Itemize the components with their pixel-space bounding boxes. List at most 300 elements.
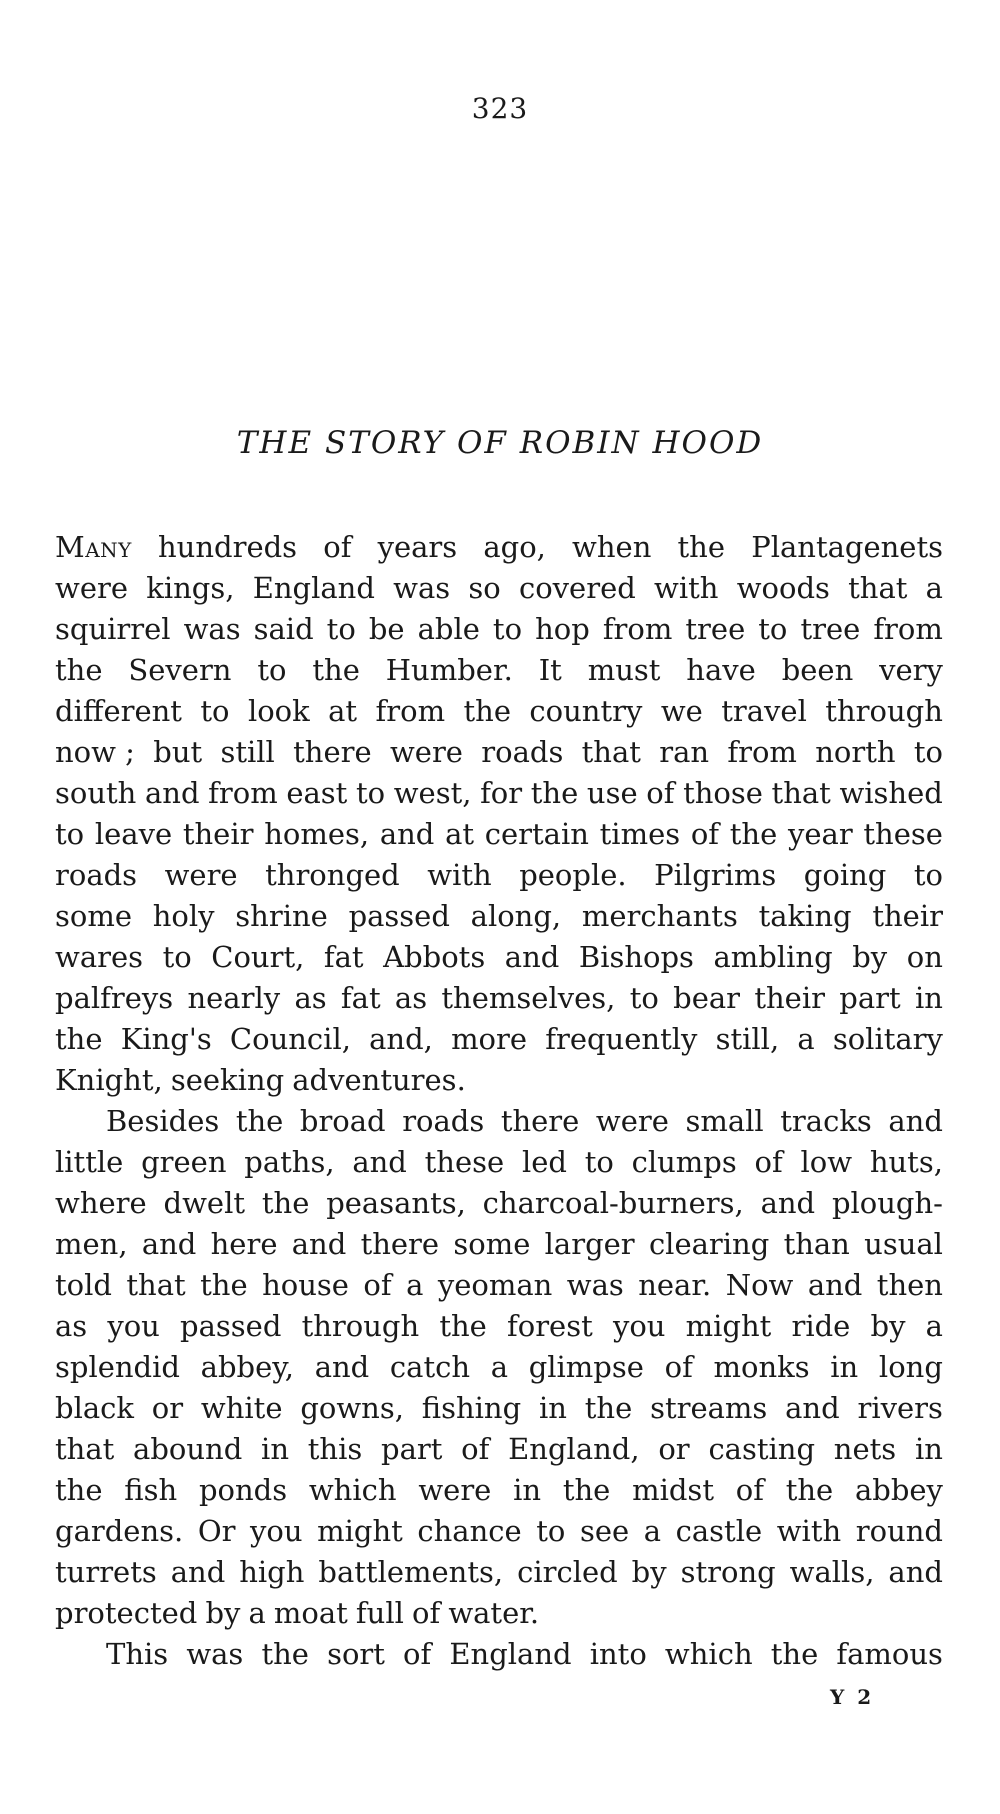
word: King's — [120, 1022, 212, 1056]
word: through — [301, 1309, 420, 1343]
text-line — [55, 691, 943, 732]
word: of — [363, 1268, 392, 1302]
word: the — [235, 1104, 284, 1138]
word: those — [683, 776, 763, 810]
word: green — [141, 1145, 227, 1179]
word: at — [445, 817, 475, 851]
word: in — [261, 1432, 289, 1466]
word: covered — [518, 571, 636, 605]
word: and — [888, 1555, 943, 1589]
word: small — [685, 1104, 764, 1138]
word: from — [727, 735, 797, 769]
word: by — [205, 1596, 241, 1630]
word: said — [253, 612, 314, 646]
word: to — [536, 1514, 566, 1548]
word: passed — [180, 1309, 282, 1343]
word: England, — [508, 1432, 640, 1466]
word: this — [307, 1432, 363, 1466]
text-line — [55, 896, 943, 937]
word: paths, — [244, 1145, 335, 1179]
word: the — [562, 1473, 611, 1507]
word: of — [664, 1350, 693, 1384]
word: chance — [417, 1514, 522, 1548]
word: was — [393, 571, 451, 605]
word: full — [355, 1596, 404, 1630]
word: more — [451, 1022, 528, 1056]
word: by — [852, 940, 888, 974]
word: Plantagenets — [751, 530, 943, 564]
word: England — [252, 571, 375, 605]
word: protected — [55, 1596, 198, 1630]
word: certain — [484, 817, 589, 851]
word: streams — [650, 1391, 768, 1425]
word: that — [126, 1268, 186, 1302]
word: were — [164, 858, 238, 892]
word: of — [403, 1637, 432, 1671]
word: we — [660, 694, 703, 728]
word: there — [360, 1227, 440, 1261]
word: charcoal-burners, — [482, 1186, 744, 1220]
word: from — [602, 612, 673, 646]
word: as — [55, 1309, 88, 1343]
word: white — [200, 1391, 283, 1425]
word: house — [262, 1268, 349, 1302]
word: Bishops — [578, 940, 694, 974]
text-line — [55, 1060, 943, 1101]
word: of — [412, 1596, 441, 1630]
text-line — [55, 1634, 943, 1675]
word: the — [770, 1637, 819, 1671]
word: at — [328, 694, 358, 728]
word: the — [677, 530, 726, 564]
word: of — [646, 776, 675, 810]
signature-mark: Y 2 — [830, 1685, 875, 1709]
word: roads — [55, 858, 138, 892]
word: solitary — [832, 1022, 943, 1056]
word: was — [183, 612, 241, 646]
word: might — [317, 1514, 403, 1548]
word: from — [375, 694, 446, 728]
word: near. — [638, 1268, 712, 1302]
word: wished — [839, 776, 943, 810]
word: taking — [758, 899, 852, 933]
word: castle — [675, 1514, 763, 1548]
word: still, — [715, 1022, 780, 1056]
word: the — [261, 1186, 310, 1220]
word: north — [815, 735, 896, 769]
word: with — [654, 571, 719, 605]
word: the — [55, 653, 103, 687]
word: year — [787, 817, 853, 851]
word: to — [200, 694, 230, 728]
word: still — [220, 735, 275, 769]
word: palfreys — [55, 981, 174, 1015]
word: to — [629, 981, 659, 1015]
word: England — [449, 1637, 572, 1671]
word: to — [55, 817, 85, 851]
word: the — [463, 694, 511, 728]
word: their — [754, 981, 825, 1015]
word: was — [566, 1268, 624, 1302]
word: a — [643, 1514, 662, 1548]
word: to — [758, 612, 788, 646]
word: by — [870, 1309, 906, 1343]
word: fat — [340, 981, 381, 1015]
word: fish — [124, 1473, 178, 1507]
word: on — [906, 940, 943, 974]
word: walls, — [789, 1555, 875, 1589]
word: Court, — [211, 940, 305, 974]
text-line — [55, 1142, 943, 1183]
word: of — [461, 1432, 490, 1466]
word: might — [685, 1309, 772, 1343]
word: the — [200, 1268, 248, 1302]
word: frequently — [545, 1022, 698, 1056]
word: and — [504, 940, 560, 974]
word: so — [468, 571, 501, 605]
word: seeking — [170, 1063, 285, 1097]
text-line — [55, 814, 943, 855]
word: forest — [507, 1309, 593, 1343]
word: turrets — [55, 1555, 157, 1589]
word: into — [589, 1637, 647, 1671]
word: to — [913, 858, 943, 892]
word: rivers — [857, 1391, 943, 1425]
word: were — [418, 1473, 492, 1507]
word: or — [658, 1432, 690, 1466]
text-line — [55, 609, 943, 650]
word: in — [914, 981, 943, 1015]
word: that — [771, 776, 831, 810]
word: This — [106, 1637, 169, 1671]
word: tree — [685, 612, 746, 646]
word: be — [368, 612, 405, 646]
word: It — [538, 653, 562, 687]
word: west, — [393, 776, 472, 810]
word: woods — [736, 571, 830, 605]
word: hundreds — [158, 530, 298, 564]
word: when — [572, 530, 652, 564]
word: black — [55, 1391, 134, 1425]
word: that — [848, 571, 908, 605]
word: tree — [800, 612, 861, 646]
text-line — [55, 1183, 943, 1224]
word: were — [389, 735, 463, 769]
word: you — [107, 1309, 160, 1343]
page-number: 323 — [471, 92, 529, 125]
word: ride — [791, 1309, 851, 1343]
word: from — [208, 776, 278, 810]
text-line — [55, 527, 943, 568]
word: a — [925, 1309, 943, 1343]
word: battlements, — [318, 1555, 504, 1589]
text-line — [55, 1429, 943, 1470]
word: adventures. — [292, 1063, 466, 1097]
body-text — [55, 527, 943, 1675]
word: famous — [836, 1637, 943, 1671]
word: which — [664, 1637, 753, 1671]
text-line — [55, 732, 943, 773]
word: midst — [632, 1473, 714, 1507]
word: the — [55, 1473, 103, 1507]
word: of — [323, 530, 352, 564]
word: by — [631, 1555, 667, 1589]
word: monks — [713, 1350, 810, 1384]
word: dwelt — [163, 1186, 246, 1220]
word: and — [760, 1186, 816, 1220]
word: a — [248, 1596, 266, 1630]
word: you — [612, 1309, 666, 1343]
word: as — [294, 981, 327, 1015]
word: part — [839, 981, 901, 1015]
text-line — [55, 1101, 943, 1142]
word: of — [754, 1145, 783, 1179]
word: and — [314, 1350, 370, 1384]
word: Council, — [229, 1022, 351, 1056]
word: very — [879, 653, 943, 687]
word: from — [873, 612, 943, 646]
word: roads — [481, 735, 564, 769]
word: their — [182, 817, 254, 851]
word: the — [584, 1391, 633, 1425]
word: and — [291, 1227, 347, 1261]
text-line — [55, 568, 943, 609]
word: were — [55, 571, 129, 605]
word: these — [424, 1145, 505, 1179]
word: long — [878, 1350, 943, 1384]
word: ponds — [198, 1473, 288, 1507]
word: gardens. — [55, 1514, 184, 1548]
word: tracks — [780, 1104, 872, 1138]
word: holy — [152, 899, 215, 933]
word: leave — [94, 817, 173, 851]
word: in — [538, 1391, 567, 1425]
word: hop — [535, 612, 590, 646]
word: people. — [519, 858, 627, 892]
word: fishing — [421, 1391, 522, 1425]
word: usual — [864, 1227, 943, 1261]
word: the — [530, 776, 579, 810]
word: have — [686, 653, 756, 687]
word: here — [210, 1227, 278, 1261]
text-line — [55, 855, 943, 896]
word: to — [326, 612, 356, 646]
text-line — [55, 1593, 943, 1634]
word: use — [586, 776, 638, 810]
word: merchants — [581, 899, 738, 933]
word: then — [876, 1268, 943, 1302]
word: through — [825, 694, 943, 728]
text-line — [55, 1265, 943, 1306]
word: now ; — [55, 735, 135, 769]
word: thronged — [265, 858, 400, 892]
word: Severn — [128, 653, 232, 687]
word: than — [783, 1227, 850, 1261]
word: able — [417, 612, 480, 646]
word: glimpse — [528, 1350, 644, 1384]
word: been — [781, 653, 854, 687]
word: in — [830, 1350, 859, 1384]
word: to — [257, 653, 287, 687]
word: and — [170, 1555, 226, 1589]
word: little — [55, 1145, 124, 1179]
word: low — [800, 1145, 853, 1179]
word: yeoman — [437, 1268, 553, 1302]
word: the — [312, 653, 360, 687]
word: led — [521, 1145, 567, 1179]
word: which — [308, 1473, 397, 1507]
word: of — [690, 817, 720, 851]
word: years — [377, 530, 458, 564]
word: clumps — [631, 1145, 737, 1179]
word: was — [186, 1637, 244, 1671]
text-line — [55, 1470, 943, 1511]
word: to — [162, 940, 192, 974]
word: east — [286, 776, 348, 810]
word: water. — [448, 1596, 540, 1630]
word: wares — [55, 940, 144, 974]
word: roads — [402, 1104, 485, 1138]
word: with — [776, 1514, 842, 1548]
word: along, — [470, 899, 562, 933]
word: with — [427, 858, 492, 892]
word: that — [55, 1432, 115, 1466]
word: a — [490, 1350, 508, 1384]
word: to — [355, 776, 386, 810]
word: Knight, — [55, 1063, 163, 1097]
word: and — [379, 817, 435, 851]
word: country — [529, 694, 643, 728]
word: the — [439, 1309, 487, 1343]
word: squirrel — [55, 612, 171, 646]
word: catch — [389, 1350, 471, 1384]
text-line — [55, 650, 943, 691]
word: kings, — [146, 571, 235, 605]
word: clearing — [648, 1227, 770, 1261]
word: or — [151, 1391, 184, 1425]
word: and — [888, 1104, 943, 1138]
word: moat — [273, 1596, 348, 1630]
word: plough- — [831, 1186, 943, 1220]
word: Or — [197, 1514, 236, 1548]
word: ambling — [713, 940, 833, 974]
word: peasants, — [326, 1186, 466, 1220]
word: and — [141, 1227, 197, 1261]
word: ran — [659, 735, 710, 769]
word: these — [863, 817, 943, 851]
word: splendid — [55, 1350, 180, 1384]
word: sort — [327, 1637, 385, 1671]
word: shrine — [235, 899, 328, 933]
word: in — [914, 1432, 943, 1466]
word: Abbots — [383, 940, 486, 974]
word: bear — [673, 981, 741, 1015]
word: larger — [544, 1227, 635, 1261]
word: look — [247, 694, 310, 728]
word: and — [352, 1145, 407, 1179]
word: a — [925, 571, 943, 605]
word: abbey — [854, 1473, 943, 1507]
text-line — [55, 937, 943, 978]
chapter-title: THE STORY OF ROBIN HOOD — [236, 425, 764, 461]
word: must — [587, 653, 661, 687]
word: told — [55, 1268, 112, 1302]
word: Besides — [106, 1104, 220, 1138]
word: there — [293, 735, 372, 769]
word: where — [55, 1186, 147, 1220]
word: some — [453, 1227, 531, 1261]
word: nets — [833, 1432, 897, 1466]
text-line — [55, 1511, 943, 1552]
word: of — [735, 1473, 764, 1507]
word: the — [729, 817, 778, 851]
word: travel — [721, 694, 807, 728]
word: see — [579, 1514, 630, 1548]
text-line — [55, 1019, 943, 1060]
word: the — [785, 1473, 834, 1507]
text-line — [55, 1388, 943, 1429]
text-line — [55, 1552, 943, 1593]
opening-word: Many — [55, 530, 132, 564]
word: but — [153, 735, 203, 769]
word: Humber. — [385, 653, 513, 687]
word: fat — [323, 940, 364, 974]
word: the — [55, 1022, 103, 1056]
word: casting — [708, 1432, 816, 1466]
word: going — [803, 858, 887, 892]
word: and — [785, 1391, 840, 1425]
text-line — [55, 1224, 943, 1265]
word: and — [144, 776, 200, 810]
word: strong — [680, 1555, 776, 1589]
word: abound — [133, 1432, 243, 1466]
text-line — [55, 773, 943, 814]
word: themselves, — [441, 981, 616, 1015]
text-line — [55, 978, 943, 1019]
word: a — [406, 1268, 424, 1302]
word: that — [581, 735, 641, 769]
word: high — [239, 1555, 305, 1589]
word: south — [55, 776, 137, 810]
word: passed — [348, 899, 450, 933]
word: to — [492, 612, 523, 646]
word: circled — [517, 1555, 618, 1589]
word: for — [480, 776, 523, 810]
word: Now — [725, 1268, 794, 1302]
text-line — [55, 1306, 943, 1347]
word: gowns, — [300, 1391, 404, 1425]
word: huts, — [869, 1145, 943, 1179]
word: homes, — [264, 817, 370, 851]
text-line — [55, 1347, 943, 1388]
word: to — [584, 1145, 614, 1179]
word: nearly — [187, 981, 281, 1015]
word: to — [913, 735, 943, 769]
word: round — [855, 1514, 943, 1548]
word: Pilgrims — [654, 858, 777, 892]
word: were — [595, 1104, 669, 1138]
word: abbey, — [200, 1350, 294, 1384]
word: times — [599, 817, 681, 851]
word: you — [250, 1514, 303, 1548]
word: a — [797, 1022, 815, 1056]
word: part — [381, 1432, 443, 1466]
word: their — [872, 899, 943, 933]
word: some — [55, 899, 133, 933]
word: and, — [369, 1022, 433, 1056]
word: in — [513, 1473, 542, 1507]
word: ago, — [483, 530, 546, 564]
